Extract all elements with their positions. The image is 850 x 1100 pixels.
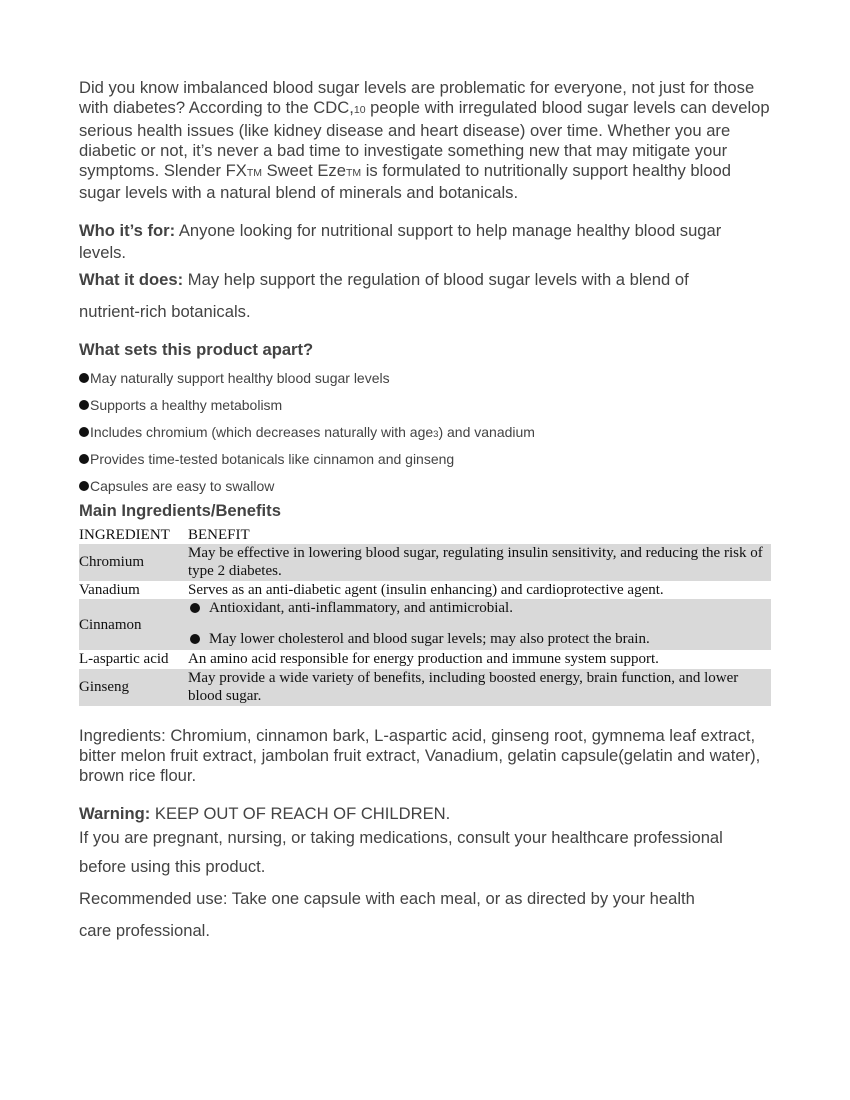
bullet-icon (190, 634, 200, 644)
intro-text-2: people with irregulated blood sugar levels can develop serious health issues (like kidney disease and heart disease) over time. Whether you are diabetic or not, it’s never a bad time to investigate something new that may mitigate your symptoms. Slender FX (79, 98, 770, 181)
bullet-icon (79, 481, 89, 491)
what-text: May help support the regulation of blood sugar levels with a blend of nutrient-rich botanicals. (79, 269, 689, 321)
list-item-text-tail: ) and vanadium (438, 423, 535, 440)
table-row (79, 581, 771, 600)
citation-ref: 10 (353, 104, 366, 117)
benefit-cell: May provide a wide variety of benefits, including boosted energy, brain function, and lower blood sugar. (188, 669, 771, 706)
ingredient-cell: Cinnamon (79, 599, 188, 650)
bullet-icon (190, 603, 200, 613)
table-row (79, 669, 771, 706)
table-row (79, 599, 771, 650)
benefit-cell: May be effective in lowering blood sugar, regulating insulin sensitivity, and reducing the risk of type 2 diabetes. (188, 544, 771, 581)
list-item-text: Antioxidant, anti-inflammatory, and antimicrobial. (209, 600, 513, 617)
document-page (79, 78, 771, 947)
citation-ref: 3 (433, 428, 439, 440)
intro-text-4: is formulated to nutritionally support healthy blood sugar levels with a natural blend of minerals and botanicals. (79, 161, 732, 203)
table-heading: Main Ingredients/Benefits (79, 500, 281, 520)
ingredient-cell: L-aspartic acid (79, 651, 169, 668)
list-item (79, 423, 771, 450)
trademark-mark: TM (246, 167, 263, 180)
intro-paragraph (79, 78, 771, 204)
list-item-text: May naturally support healthy blood sugar levels (90, 369, 390, 386)
table-row (79, 650, 771, 669)
who-label: Who it’s for: (79, 220, 176, 240)
who-its-for (79, 220, 771, 264)
warning-line-2: If you are pregnant, nursing, or taking medications, consult your healthcare professional (79, 827, 723, 847)
list-item-text: Supports a healthy metabolism (90, 396, 283, 413)
benefit-list (188, 599, 771, 650)
list-item-text: Includes chromium (which decreases naturally with age (90, 423, 434, 440)
ingredient-cell: Vanadium (79, 581, 140, 598)
list-item (188, 630, 771, 651)
list-item (79, 396, 771, 423)
bullet-icon (79, 373, 89, 383)
table-header-row (79, 526, 771, 544)
list-item (79, 450, 771, 477)
list-item (188, 599, 771, 630)
ingredient-cell: Chromium (79, 544, 188, 581)
apart-list (79, 369, 771, 504)
recommended-line-1: Recommended use: Take one capsule with each meal, or as directed by your health (79, 888, 695, 908)
intro-text-1: Did you know imbalanced blood sugar levels are problematic for everyone, not just for those with diabetes? According to the CDC, (79, 78, 755, 118)
who-text: Anyone looking for nutritional support to help manage healthy blood sugar levels. (79, 220, 722, 262)
trademark-mark: TM (345, 167, 362, 180)
ingredients-paragraph: Ingredients: Chromium, cinnamon bark, L-aspartic acid, ginseng root, gymnema leaf extract, bitter melon fruit extract, jambolan fruit extract, Vanadium, gelatin capsule(gelatin and water), brown rice flour. (79, 725, 761, 786)
list-item-text: May lower cholesterol and blood sugar levels; may also protect the brain. (209, 630, 650, 647)
bullet-icon (79, 454, 89, 464)
ingredients-table (79, 526, 771, 706)
what-it-does (79, 264, 739, 328)
apart-heading: What sets this product apart? (79, 339, 314, 359)
table-row (79, 544, 771, 581)
list-item (79, 369, 771, 396)
ingredient-cell: Ginseng (79, 669, 188, 706)
benefit-cell: Serves as an anti-diabetic agent (insulin enhancing) and cardioprotective agent. (188, 581, 664, 598)
warning-text: KEEP OUT OF REACH OF CHILDREN. (150, 803, 451, 823)
what-label: What it does: (79, 269, 184, 289)
list-item-text: Capsules are easy to swallow (90, 477, 275, 494)
bullet-icon (79, 400, 89, 410)
intro-text-3: Sweet Eze (262, 161, 346, 181)
warning-label: Warning: (79, 803, 151, 823)
bullet-icon (79, 427, 89, 437)
list-item-text: Provides time-tested botanicals like cinnamon and ginseng (90, 450, 455, 467)
col-ingredient: INGREDIENT (79, 526, 170, 543)
recommended-line-2: care professional. (79, 920, 210, 940)
warning-line-3: before using this product. (79, 856, 266, 876)
benefit-cell (188, 599, 771, 650)
benefit-cell: An amino acid responsible for energy production and immune system support. (188, 651, 659, 668)
col-benefit: BENEFIT (188, 526, 250, 543)
warning (79, 803, 771, 825)
